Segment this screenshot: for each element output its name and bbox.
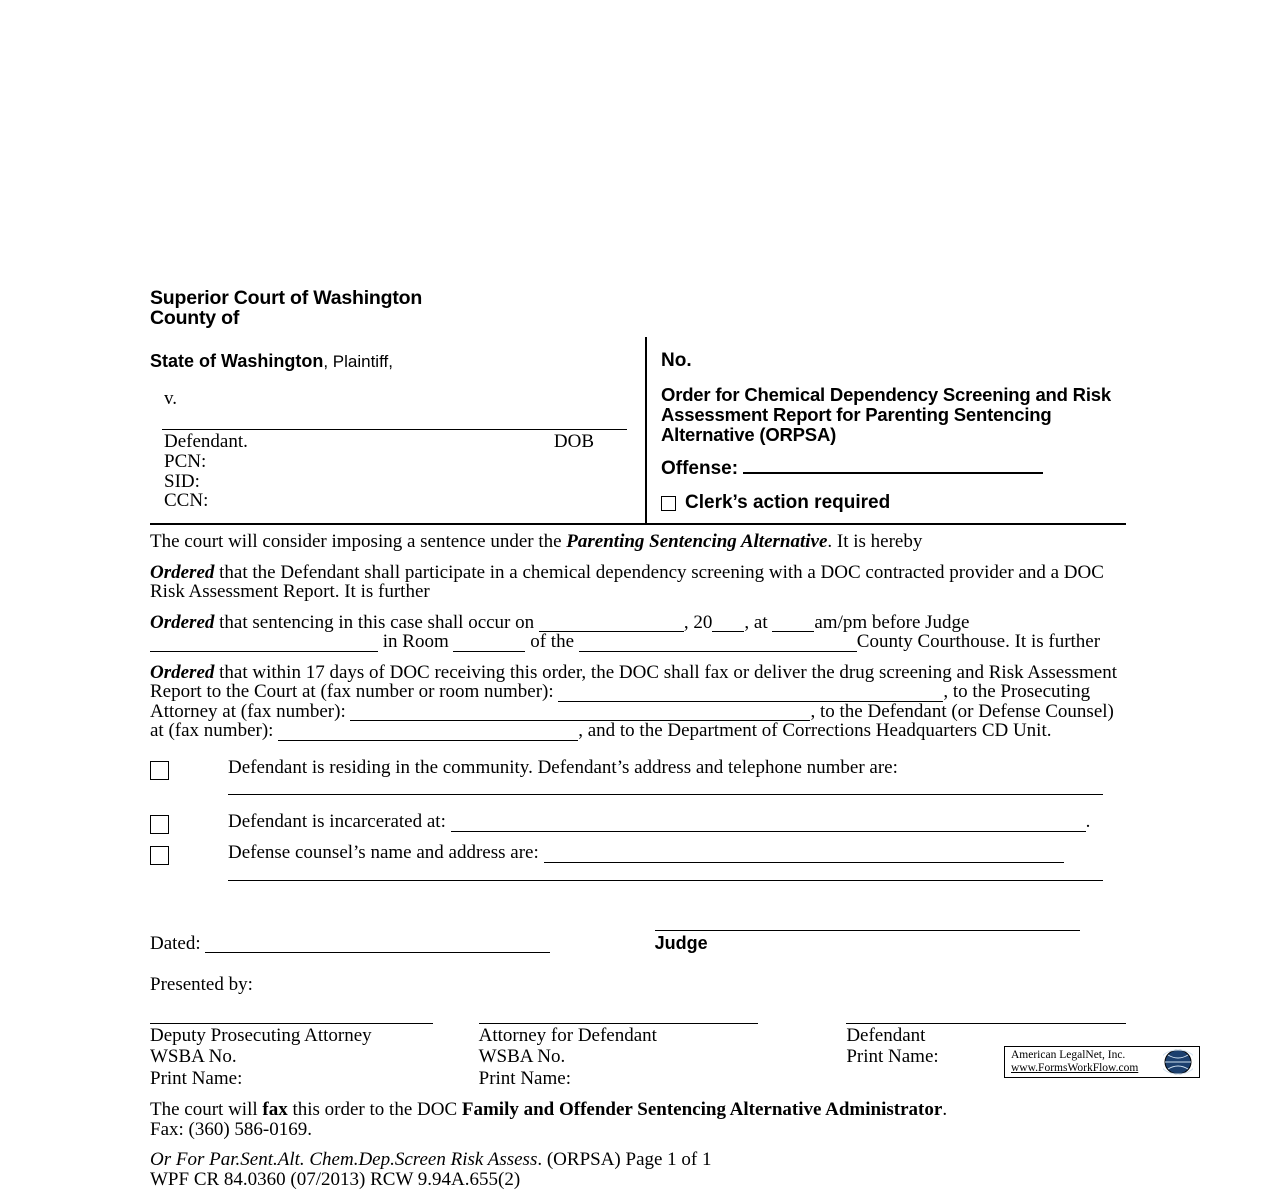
form-name-italic: Or For Par.Sent.Alt. Chem.Dep.Screen Risk Assess — [150, 1149, 538, 1170]
incarcerated-label: Defendant is incarcerated at: — [228, 811, 451, 832]
checkbox-item-incarcerated[interactable] — [150, 812, 1126, 834]
caption-parties — [150, 337, 645, 523]
ordered-paragraph-2 — [150, 613, 1126, 652]
ordered-text-3a: that within 17 days of DOC receiving this order, the DOC shall fax or deliver the drug screening and Risk Assessment Report to the Court at (fax number or room number): — [150, 661, 1118, 702]
clerk-action-label: Clerk’s action required — [685, 492, 891, 513]
checkbox-cell-3[interactable] — [150, 843, 228, 881]
ccn-label: CCN: — [164, 490, 209, 511]
ordered-text-3d: , and to the Department of Corrections Headquarters CD Unit. — [578, 720, 1052, 741]
prosecutor-print-name: Print Name: — [150, 1067, 243, 1089]
footer-fax-note — [150, 1100, 1126, 1139]
ordered-text-2c: , at — [744, 611, 773, 633]
ordered-text-2g: County Courthouse. It is further — [856, 631, 1101, 652]
ordered-lead-3: Ordered — [150, 661, 215, 683]
incarcerated-fill[interactable] — [451, 816, 1086, 832]
ordered-text-2f: of the — [525, 631, 579, 652]
ordered-text-1: that the Defendant shall participate in a chemical dependency screening with a DOC contracted provider and a DOC Risk Assessment Report. It is further — [150, 561, 1104, 602]
order-body — [150, 532, 1126, 1190]
footer-wpf-line: WPF CR 84.0360 (07/2013) RCW 9.94A.655(2) — [150, 1169, 521, 1190]
checkbox-text-1 — [228, 758, 1126, 796]
court-title-line1: Superior Court of Washington — [150, 287, 423, 309]
incarcerated-checkbox[interactable] — [150, 815, 169, 834]
clerk-action-row[interactable] — [661, 480, 1126, 523]
ordered-text-2b: , 20 — [683, 611, 713, 633]
signature-col-prosecutor — [150, 1023, 433, 1089]
defense-counsel-checkbox[interactable] — [150, 846, 169, 865]
ordered-lead-1: Ordered — [150, 561, 215, 583]
court-fax-fill[interactable] — [558, 686, 943, 702]
judge-label: Judge — [654, 932, 708, 953]
caption-left-spacer — [150, 511, 639, 519]
defense-wsba: WSBA No. — [478, 1046, 566, 1067]
defense-counsel-fill-2[interactable] — [228, 865, 1103, 881]
fax-text-a: The court will — [150, 1099, 263, 1120]
fax-text-e: . — [942, 1099, 948, 1120]
offense-label: Offense — [661, 458, 732, 479]
defendant-print-name: Print Name: — [846, 1046, 939, 1067]
logo-url[interactable]: www.FormsWorkFlow.com — [1011, 1062, 1139, 1074]
signature-columns — [150, 1023, 1126, 1089]
county-fill[interactable] — [579, 636, 857, 652]
checkbox-cell-1[interactable] — [150, 758, 228, 796]
room-fill[interactable] — [453, 636, 525, 652]
footer-form-name — [150, 1150, 1126, 1170]
judge-signature-line[interactable] — [655, 915, 1080, 931]
sentencing-date-fill[interactable] — [539, 616, 684, 632]
case-number-label: No. — [661, 350, 692, 371]
dob-label: DOB — [553, 431, 594, 452]
signature-col-defense — [479, 1023, 759, 1089]
ordered-lead-2: Ordered — [150, 611, 215, 633]
presented-by-label: Presented by: — [150, 974, 253, 995]
checkbox-item-defense-counsel[interactable] — [150, 843, 1126, 881]
defense-counsel-label: Defense counsel’s name and address are: — [228, 842, 544, 863]
court-title-line2: County of — [150, 307, 240, 329]
ordered-text-2d: am/pm before Judge — [814, 611, 970, 633]
prosecutor-wsba: WSBA No. — [150, 1046, 237, 1067]
sentencing-year-fill[interactable] — [712, 616, 744, 632]
dated-signature-row — [150, 915, 1126, 954]
checkbox-text-3 — [228, 843, 1126, 881]
dated-fill[interactable] — [205, 937, 550, 953]
versus-label: v. — [164, 388, 178, 409]
intro-emphasis: Parenting Sentencing Alternative — [566, 531, 828, 552]
offense-row — [661, 445, 1126, 480]
ordered-text-3c: , to the Defendant (or Defense Counsel) at (fax number): — [150, 700, 1114, 741]
american-legalnet-logo — [1004, 1046, 1200, 1078]
defense-counsel-fill-1[interactable] — [544, 847, 1064, 863]
pcn-label: PCN: — [164, 451, 207, 472]
plaintiff-name: State of Washington — [150, 351, 324, 371]
sid-label: SID: — [164, 470, 200, 492]
ordered-paragraph-3 — [150, 663, 1126, 741]
checkbox-cell-2[interactable] — [150, 812, 228, 834]
footer-fax-line — [150, 1100, 1126, 1120]
caption-case-info — [645, 337, 1126, 523]
sentencing-time-fill[interactable] — [772, 616, 814, 632]
ordered-text-2e: in Room — [378, 631, 454, 652]
defense-title: Attorney for Defendant — [478, 1024, 657, 1046]
footer-fax-number: Fax: (360) 586-0169. — [150, 1118, 313, 1140]
document-title: Order for Chemical Dependency Screening and Risk Assessment Report for Parenting Sentencing Alternative (ORPSA) — [661, 384, 1111, 445]
defendant-title: Defendant — [846, 1024, 926, 1046]
defense-print-name: Print Name: — [478, 1067, 571, 1089]
logo-text — [1005, 1049, 1161, 1075]
offense-colon: : — [731, 458, 739, 479]
plaintiff-role: , Plaintiff, — [323, 352, 393, 371]
globe-icon-svg — [1163, 1049, 1193, 1075]
clerk-action-checkbox[interactable] — [661, 496, 676, 511]
fax-text-c: this order to the DOC — [287, 1099, 462, 1120]
court-title — [150, 288, 1130, 328]
intro-text-a: The court will consider imposing a sentence under the — [150, 531, 567, 552]
judge-signature-block — [655, 915, 1080, 954]
fax-keyword: fax — [262, 1099, 288, 1120]
residing-address-fill[interactable] — [228, 779, 1103, 795]
form-body — [150, 288, 1130, 1190]
residing-label: Defendant is residing in the community. Defendant’s address and telephone number are: — [228, 756, 898, 778]
form-name-tail: . (ORPSA) Page 1 of 1 — [537, 1149, 712, 1170]
intro-paragraph — [150, 532, 1126, 552]
logo-globe-icon — [1161, 1048, 1195, 1076]
checkbox-item-residing[interactable] — [150, 758, 1126, 796]
residing-checkbox[interactable] — [150, 761, 169, 780]
caption-block — [150, 337, 1126, 525]
checkbox-text-2: Defendant is incarcerated at: . — [228, 811, 1091, 832]
defense-fax-fill[interactable] — [278, 725, 578, 741]
logo-company: American LegalNet, Inc. — [1011, 1049, 1126, 1061]
ordered-text-3b: , to the Prosecuting Attorney at (fax number): — [150, 681, 1091, 722]
defendant-row — [150, 430, 594, 452]
fax-admin: Family and Offender Sentencing Alternative Administrator — [461, 1099, 943, 1120]
plaintiff-line — [150, 337, 639, 372]
dated-label: Dated: — [150, 932, 201, 954]
prosecutor-title: Deputy Prosecuting Attorney — [150, 1024, 372, 1046]
ordered-paragraph-1 — [150, 563, 1126, 602]
intro-text-b: . It is hereby — [827, 531, 923, 552]
ordered-text-2a: that sentencing in this case shall occur on — [214, 611, 539, 633]
judge-name-fill[interactable] — [150, 636, 378, 652]
defendant-label: Defendant. — [164, 431, 248, 452]
prosecutor-fax-fill[interactable] — [350, 705, 810, 721]
offense-fill-line[interactable] — [743, 458, 1043, 474]
